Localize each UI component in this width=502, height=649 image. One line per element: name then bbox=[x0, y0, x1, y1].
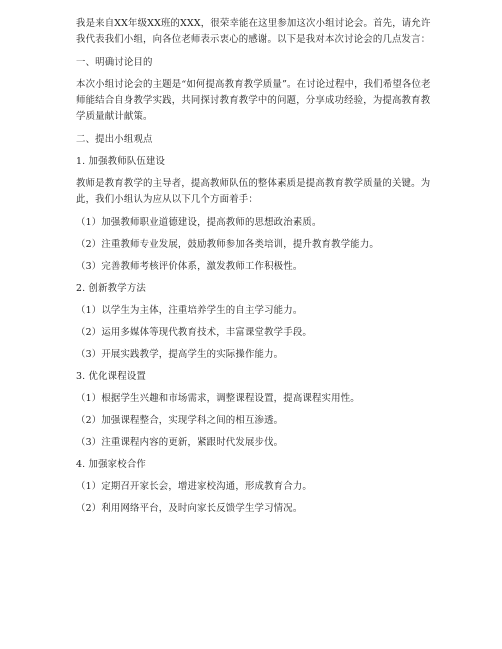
point-1-item-2: （2）注重教师专业发展，鼓励教师参加各类培训，提升教育教学能力。 bbox=[76, 239, 379, 250]
point-2-item-3: （3）开展实践教学，提高学生的实际操作能力。 bbox=[76, 349, 284, 360]
point-3-title: 3. 优化课程设置 bbox=[76, 371, 146, 382]
point-1-item-1: （1）加强教师职业道德建设，提高教师的思想政治素质。 bbox=[76, 217, 322, 228]
point-2-title: 2. 创新教学方法 bbox=[76, 283, 146, 294]
point-2-item-2: （2）运用多媒体等现代教育技术，丰富课堂教学手段。 bbox=[76, 327, 312, 338]
point-4-item-2: （2）利用网络平台，及时向家长反馈学生学习情况。 bbox=[76, 503, 303, 514]
point-4-title: 4. 加强家校合作 bbox=[76, 459, 146, 470]
point-1-body: 教师是教育教学的主导者，提高教师队伍的整体素质是提高教育教学质量的关键。为此，我们小组认为应从以下几个方面着手： bbox=[76, 178, 431, 205]
point-3-item-3: （3）注重课程内容的更新，紧跟时代发展步伐。 bbox=[76, 437, 284, 448]
point-3-item-1: （1）根据学生兴趣和市场需求，调整课程设置，提高课程实用性。 bbox=[76, 393, 360, 404]
point-1-title: 1. 加强教师队伍建设 bbox=[76, 156, 166, 167]
intro-paragraph: 我是来自XX年级XX班的XXX，很荣幸能在这里参加这次小组讨论会。首先，请允许我代表我们小组，向各位老师表示衷心的感谢。以下是我对本次讨论会的几点发言： bbox=[76, 18, 431, 45]
point-4-item-1: （1）定期召开家长会，增进家校沟通，形成教育合力。 bbox=[76, 481, 312, 492]
point-3-item-2: （2）加强课程整合，实现学科之间的相互渗透。 bbox=[76, 415, 284, 426]
point-1-item-3: （3）完善教师考核评价体系，激发教师工作积极性。 bbox=[76, 261, 303, 272]
document-page bbox=[76, 16, 434, 523]
section-1-heading: 一、明确讨论目的 bbox=[76, 57, 153, 68]
section-1-body: 本次小组讨论会的主题是“如何提高教育教学质量”。在讨论过程中，我们希望各位老师能结合自身教学实践，共同探讨教育教学中的问题，分享成功经验，为提高教育教学质量献计献策。 bbox=[76, 79, 431, 122]
point-2-item-1: （1）以学生为主体，注重培养学生的自主学习能力。 bbox=[76, 305, 303, 316]
section-2-heading: 二、提出小组观点 bbox=[76, 134, 153, 145]
